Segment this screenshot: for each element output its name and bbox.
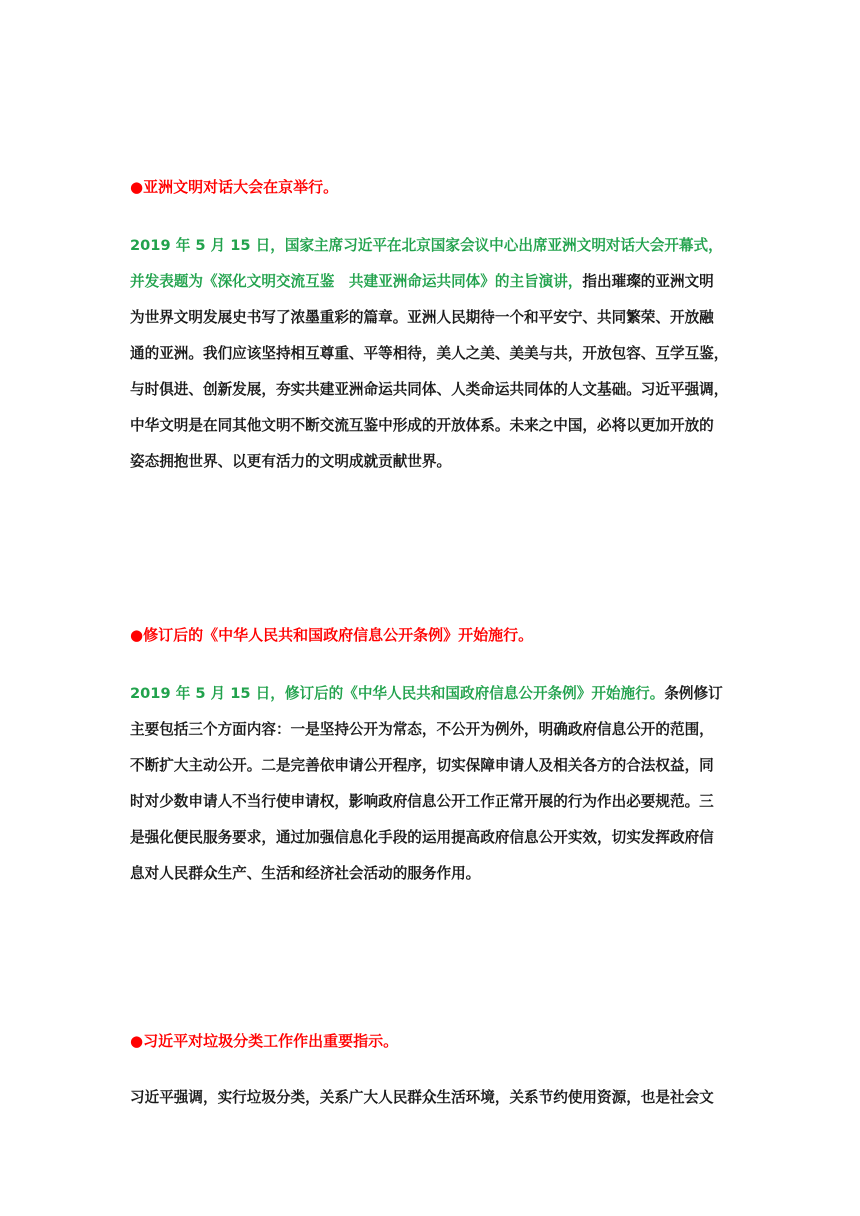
body-text: 条例修订: [664, 685, 723, 702]
text-line: [130, 748, 740, 784]
text-line: [130, 784, 740, 820]
body-text: 姿态拥抱世界、以更有活力的文明成就贡献世界。: [130, 453, 452, 470]
text-line: [130, 300, 740, 336]
section-body: [130, 228, 740, 480]
text-line: [130, 1080, 740, 1116]
text-line: [130, 408, 740, 444]
body-text: 时对少数申请人不当行使申请权，影响政府信息公开工作正常开展的行为作出必要规范。三: [130, 793, 714, 810]
text-line: [130, 712, 740, 748]
section-heading: ●习近平对垃圾分类工作作出重要指示。: [130, 1032, 399, 1050]
section-body: [130, 676, 740, 892]
highlight-text: 2019 年 5 月 15 日，修订后的《中华人民共和国政府信息公开条例》开始施行。: [130, 685, 665, 702]
section-heading: ●修订后的《中华人民共和国政府信息公开条例》开始施行。: [130, 626, 534, 644]
text-line: [130, 372, 740, 408]
highlight-text: 并发表题为《深化文明交流互鉴 共建亚洲命运共同体》的主旨演讲，: [130, 273, 583, 290]
text-line: [130, 856, 740, 892]
text-line: [130, 676, 740, 712]
section-body: [130, 1080, 740, 1116]
text-line: [130, 336, 740, 372]
body-text: 与时俱进、创新发展，夯实共建亚洲命运共同体、人类命运共同体的人文基础。习近平强调，: [130, 381, 729, 398]
body-text: 中华文明是在同其他文明不断交流互鉴中形成的开放体系。未来之中国，必将以更加开放的: [130, 417, 714, 434]
section-heading: ●亚洲文明对话大会在京举行。: [130, 178, 339, 196]
body-text: 指出璀璨的亚洲文明: [582, 273, 714, 290]
body-text: 息对人民群众生产、生活和经济社会活动的服务作用。: [130, 865, 481, 882]
text-line: [130, 228, 740, 264]
body-text: 是强化便民服务要求，通过加强信息化手段的运用提高政府信息公开实效，切实发挥政府信: [130, 829, 714, 846]
body-text: 不断扩大主动公开。二是完善依申请公开程序，切实保障申请人及相关各方的合法权益，同: [130, 757, 714, 774]
text-line: [130, 820, 740, 856]
body-text: 主要包括三个方面内容：一是坚持公开为常态，不公开为例外，明确政府信息公开的范围，: [130, 721, 714, 738]
text-line: [130, 264, 740, 300]
body-text: 为世界文明发展史书写了浓墨重彩的篇章。亚洲人民期待一个和平安宁、共同繁荣、开放融: [130, 309, 714, 326]
highlight-text: 2019 年 5 月 15 日，国家主席习近平在北京国家会议中心出席亚洲文明对话大会开幕式，: [130, 237, 723, 254]
text-line: [130, 444, 740, 480]
body-text: 通的亚洲。我们应该坚持相互尊重、平等相待，美人之美、美美与共，开放包容、互学互鉴，: [130, 345, 729, 362]
body-text: 习近平强调，实行垃圾分类，关系广大人民群众生活环境，关系节约使用资源，也是社会文: [130, 1089, 714, 1106]
